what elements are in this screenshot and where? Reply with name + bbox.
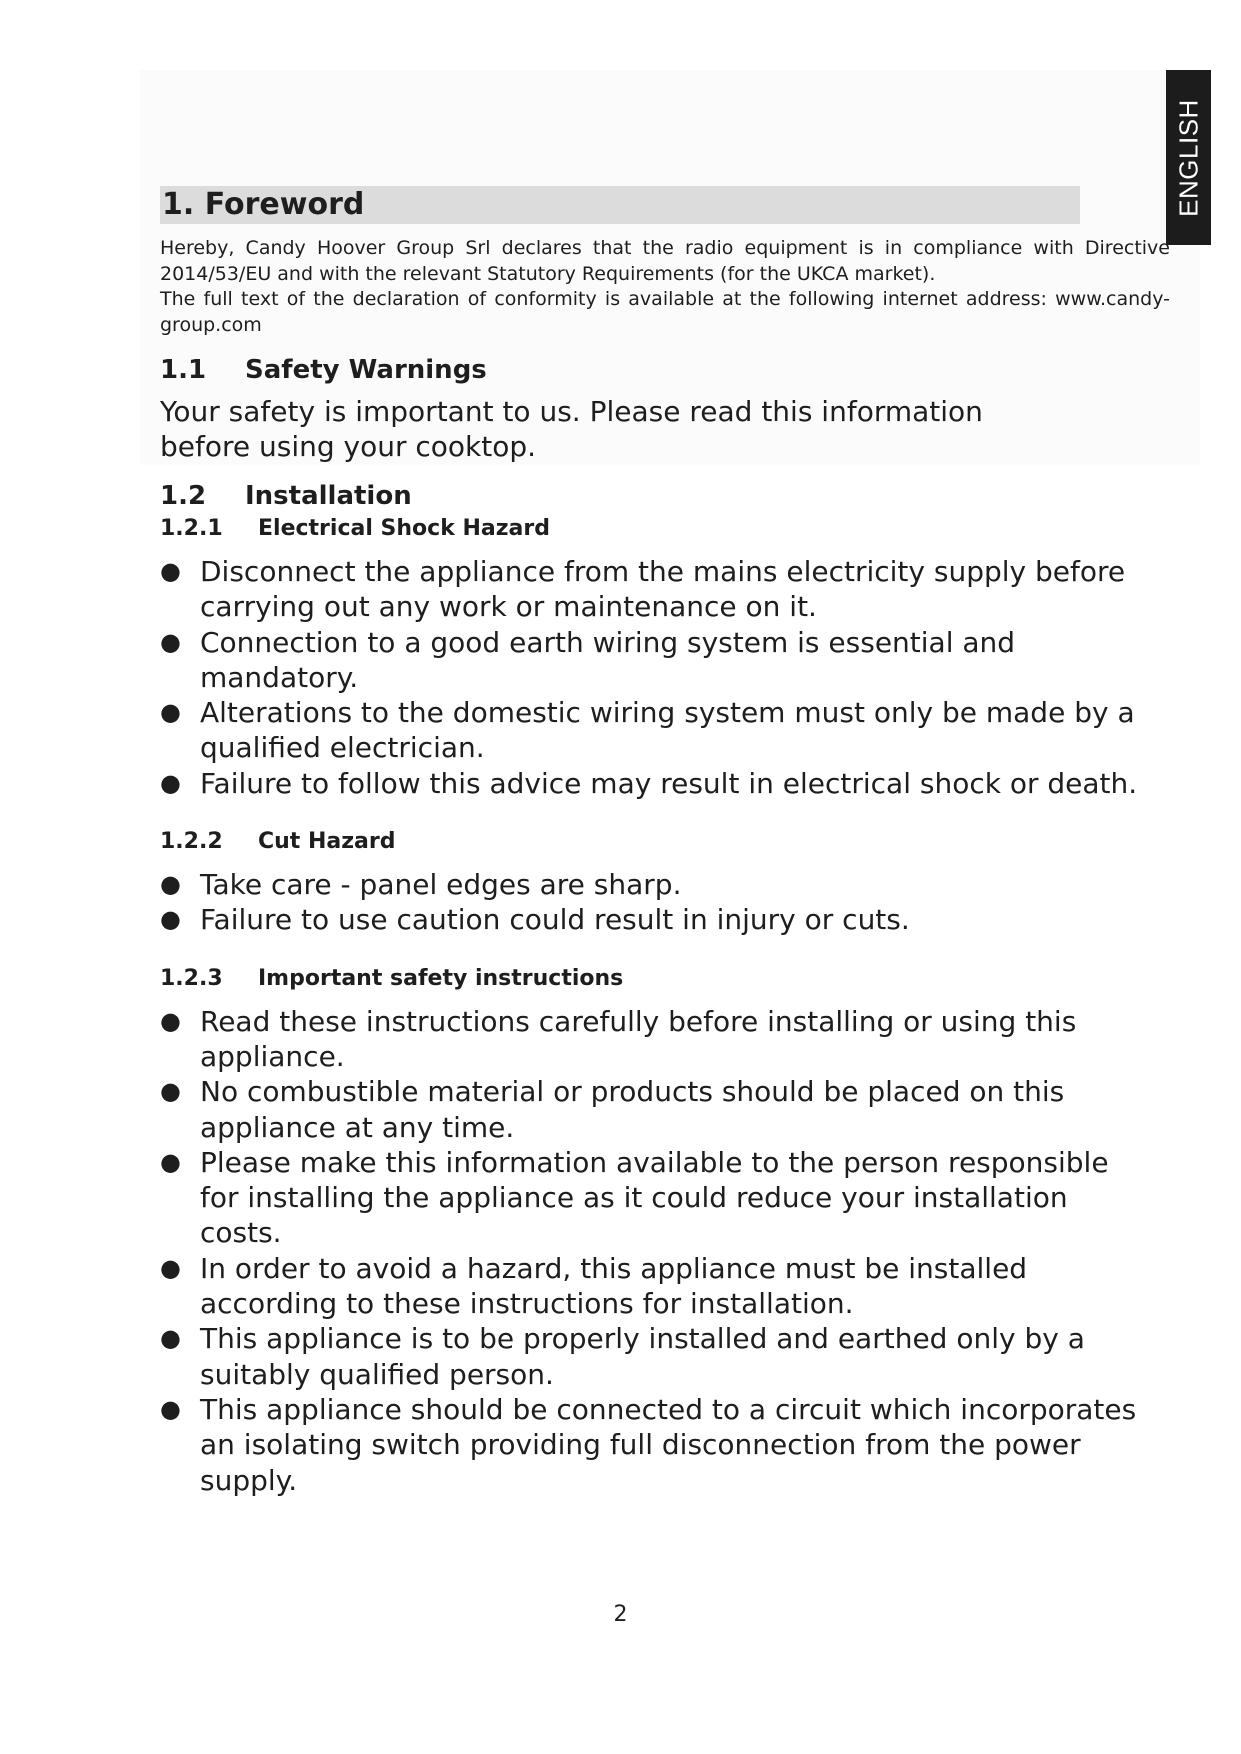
list-item: ● Connection to a good earth wiring system is essential and mandatory. (160, 625, 1016, 694)
heading-text: Important safety instructions (258, 965, 624, 991)
safety-intro-text: Your safety is important to us. Please read this information before using your cooktop. (160, 395, 983, 463)
heading-text: Installation (245, 481, 412, 511)
heading-number: 1.2.3 (160, 965, 223, 991)
list-item: ● No combustible material or products should be placed on this appliance at any time. (160, 1075, 1065, 1144)
list-item: ● This appliance is to be properly installed and earthed only by a suitably qualified person. (160, 1322, 1085, 1391)
bullet-icon: ● (160, 627, 181, 656)
foreword-paragraph: Hereby, Candy Hoover Group Srl declares that the radio equipment is in compliance with Directive 2014/53/EU and with the relevant Statutory Requirements (for the UKCA market). (160, 237, 1170, 285)
heading-cut-hazard (160, 827, 1170, 857)
list-item: ● In order to avoid a hazard, this appliance must be installed according to these instructions for installation. (160, 1251, 1028, 1321)
document-content (160, 186, 1170, 1498)
page-number: 2 (613, 1602, 628, 1627)
list-item: ● Take care - panel edges are sharp. (160, 868, 682, 902)
bullet-icon: ● (160, 557, 181, 585)
heading-text: Safety Warnings (245, 355, 487, 385)
list-item: ● Failure to follow this advice may result in electrical shock or death. (160, 766, 1138, 800)
heading-important-safety-instructions (160, 964, 1170, 994)
bullet-icon: ● (160, 1253, 181, 1282)
bullet-icon: ● (160, 870, 181, 899)
list-item: ● This appliance should be connected to a circuit which incorporates an isolating switch providing full disconnection from the power supply. (160, 1392, 1137, 1497)
list-item: ● Read these instructions carefully before installing or using this appliance. (160, 1004, 1077, 1073)
heading-number: 1.2.2 (160, 829, 223, 855)
bullet-icon: ● (160, 1394, 181, 1423)
bullet-icon: ● (160, 1147, 181, 1176)
list-item: ● Alterations to the domestic wiring system must only be made by a qualified electrician. (160, 696, 1135, 765)
language-tab (1166, 70, 1211, 245)
section-title-foreword: 1. Foreword (160, 186, 1080, 224)
foreword-paragraph: The full text of the declaration of conformity is available at the following internet address: www.candy-group.com (160, 288, 1170, 336)
list-item: ● Failure to use caution could result in injury or cuts. (160, 903, 910, 937)
bullet-icon: ● (160, 905, 181, 934)
list-item: ● Please make this information available to the person responsible for installing the appliance as it could reduce your installation costs. (160, 1145, 1109, 1250)
cut-hazard-list (160, 867, 1170, 938)
electrical-hazard-list (160, 554, 1170, 801)
bullet-icon: ● (160, 1006, 181, 1035)
bullet-icon: ● (160, 1324, 181, 1353)
foreword-body (160, 236, 1170, 338)
safety-instructions-list (160, 1004, 1170, 1498)
language-tab-label: ENGLISH (1173, 98, 1203, 217)
heading-safety-warnings (160, 352, 1170, 388)
bullet-icon: ● (160, 1077, 181, 1106)
list-item: ● Disconnect the appliance from the mains electricity supply before carrying out any work or maintenance on it. (160, 555, 1126, 624)
bullet-icon: ● (160, 698, 181, 727)
heading-number: 1.2.1 (160, 516, 223, 541)
heading-electrical-shock-hazard (160, 514, 1170, 544)
heading-text: Cut Hazard (258, 829, 396, 855)
heading-number: 1.2 (160, 481, 207, 511)
heading-installation (160, 478, 1170, 514)
heading-text: Electrical Shock Hazard (258, 516, 550, 541)
heading-number: 1.1 (160, 355, 207, 385)
bullet-icon: ● (160, 768, 181, 797)
